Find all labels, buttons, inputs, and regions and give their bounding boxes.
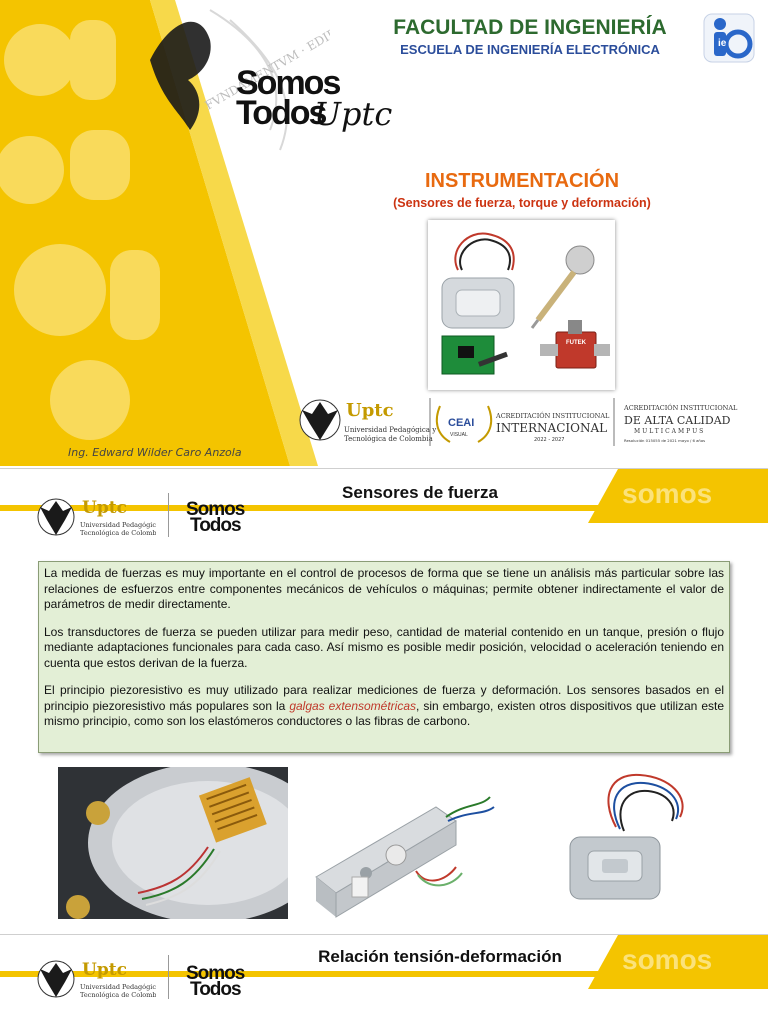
somos-todos-logo <box>186 501 256 541</box>
uptc-wordmark: Uptc <box>82 960 127 980</box>
ie-logo-letters: ie <box>718 38 727 49</box>
somos-line1: Somos <box>236 64 340 102</box>
uptc-logo <box>36 489 156 547</box>
strain-gauges-highlight: galgas extensométricas <box>289 698 417 713</box>
somos-line1: Somos <box>186 499 245 520</box>
paragraph-3 <box>44 683 724 730</box>
school-subtitle: ESCUELA DE INGENIERÍA ELECTRÓNICA <box>400 42 660 57</box>
uptc-name-line2: Tecnológica de Colombia <box>80 529 156 537</box>
uptc-wordmark: Uptc <box>82 498 127 518</box>
uptc-name-line1: Universidad Pedagógica y <box>344 426 437 434</box>
somos-line2: Todos <box>236 94 326 132</box>
presentation-subtitle: (Sensores de fuerza, torque y deformación) <box>393 196 651 210</box>
presentation-title: INSTRUMENTACIÓN <box>424 170 620 192</box>
somos-line1: Somos <box>186 963 245 984</box>
load-cell-bar-photo <box>306 767 496 919</box>
uptc-logo <box>36 951 156 1009</box>
slide-title: Relación tensión-deformación <box>318 947 562 966</box>
strain-gauge-photo <box>58 767 288 919</box>
accred-intl-years: 2022 - 2027 <box>534 437 565 443</box>
corner-watermark: somos <box>622 478 713 509</box>
uptc-name-line2: Tecnológica de Colombia <box>80 991 156 999</box>
eagle-seal-icon <box>38 499 74 535</box>
accred-hq-line1: ACREDITACIÓN INSTITUCIONAL <box>624 404 738 412</box>
uptc-name-line1: Universidad Pedagógic <box>80 983 156 991</box>
ceai-sub: VISUAL <box>450 432 468 438</box>
faculty-title: FACULTAD DE INGENIERÍA <box>393 16 667 39</box>
ie-logo <box>702 12 756 64</box>
somos-todos-logo <box>186 965 256 1005</box>
somos-script: Uptc <box>314 95 393 133</box>
paragraph-3-end: , sin embargo, existen otros dispositivos que utilizan este mismo principio, como son los elastómeros conductores o las fibras de carbono. <box>44 698 724 728</box>
uptc-wordmark: Uptc <box>346 400 394 421</box>
somos-line2: Todos <box>190 979 241 1000</box>
paragraph-3-start: El principio piezoresistivo es muy utilizado para realizar mediciones de fuerza y deformación. Los sensores basados en el principio piezoresistivo más populares son la <box>44 683 724 713</box>
force-sensors-slide <box>0 468 768 932</box>
eagle-seal-icon <box>300 400 340 440</box>
accred-intl-line2: INTERNACIONAL <box>496 421 608 435</box>
institutional-logos <box>298 394 744 450</box>
somos-line2: Todos <box>190 515 241 536</box>
cover-slide <box>0 0 768 466</box>
corner-decoration <box>588 935 768 989</box>
accred-hq-line2: DE ALTA CALIDAD <box>624 414 731 427</box>
half-bridge-load-cell-photo <box>540 767 710 919</box>
uptc-name-line1: Universidad Pedagógic <box>80 521 156 529</box>
corner-watermark: somos <box>622 944 713 975</box>
slide-title: Sensores de fuerza <box>342 483 498 502</box>
uptc-name-line2: Tecnológica de Colombia <box>344 435 433 443</box>
accred-intl-line1: ACREDITACIÓN INSTITUCIONAL <box>496 412 610 420</box>
author-name: Ing. Edward Wilder Caro Anzola <box>68 446 242 459</box>
accred-hq-line3: MULTICAMPUS <box>634 428 706 435</box>
paragraph-2: Los transductores de fuerza se pueden utilizar para medir peso, cantidad de material contenido en un tanque, presión o flujo mediante adaptaciones funcionales para cada caso. Así mismo es posible medir posición, velocidad o aceleración teniendo en cuenta que estos derivan de la fuerza. <box>44 624 724 670</box>
paragraph-1: La medida de fuerzas es muy importante en el control de procesos de forma que se tiene un análisis más particular sobre las relaciones de esfuerzos entre componentes mecánicos de vehículos o máquinas; permite obtener indirectamente el valor de parámetros de medir directamente. <box>44 566 724 611</box>
stress-strain-slide <box>0 934 768 1024</box>
device-label: FUTEK <box>566 340 586 346</box>
sensors-photo <box>428 220 615 390</box>
accred-hq-line4: Resolución 015055 de 2021 mayo / 6 años <box>624 438 706 443</box>
somos-todos-logo <box>232 64 393 138</box>
description-box <box>38 561 730 753</box>
ceai-name: CEAI <box>448 417 475 429</box>
eagle-seal-icon <box>38 961 74 997</box>
logo-divider <box>168 493 169 537</box>
logo-divider <box>168 955 169 999</box>
corner-decoration <box>588 469 768 523</box>
